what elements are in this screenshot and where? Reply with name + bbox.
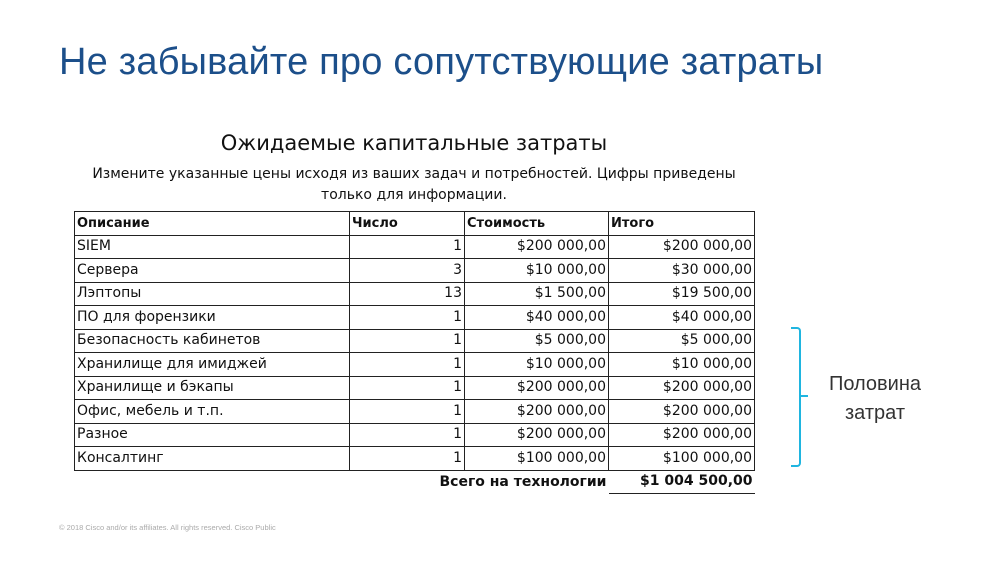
cell-cost: $200 000,00	[465, 235, 609, 259]
cell-quantity: 1	[350, 306, 465, 330]
table-row	[75, 400, 755, 424]
cell-description: Сервера	[75, 259, 350, 283]
cell-quantity: 1	[350, 353, 465, 377]
cell-total: $19 500,00	[609, 282, 755, 306]
header-quantity: Число	[350, 212, 465, 236]
cell-total: $100 000,00	[609, 447, 755, 471]
cell-description: Разное	[75, 423, 350, 447]
cell-cost: $5 000,00	[465, 329, 609, 353]
cell-quantity: 3	[350, 259, 465, 283]
cell-description: Консалтинг	[75, 447, 350, 471]
cell-quantity: 13	[350, 282, 465, 306]
table-row	[75, 423, 755, 447]
cell-cost: $200 000,00	[465, 400, 609, 424]
table-subtitle-line-1: Измените указанные цены исходя из ваших задач и потребностей. Цифры приведены	[92, 166, 736, 182]
table-subtitle	[74, 164, 754, 206]
table-row	[75, 447, 755, 471]
half-costs-annotation	[810, 370, 940, 428]
table-header-row	[75, 212, 755, 236]
header-total: Итого	[609, 212, 755, 236]
total-spacer	[75, 470, 350, 494]
cell-description: ПО для форензики	[75, 306, 350, 330]
table-row	[75, 353, 755, 377]
cell-quantity: 1	[350, 329, 465, 353]
header-description: Описание	[75, 212, 350, 236]
cell-total: $200 000,00	[609, 376, 755, 400]
total-label: Всего на технологии	[439, 473, 607, 490]
table-title: Ожидаемые капитальные затраты	[220, 131, 608, 155]
cell-quantity: 1	[350, 423, 465, 447]
cell-quantity: 1	[350, 400, 465, 424]
cell-description: Безопасность кабинетов	[75, 329, 350, 353]
cell-total: $5 000,00	[609, 329, 755, 353]
cell-description: Хранилище для имиджей	[75, 353, 350, 377]
total-value: $1 004 500,00	[609, 470, 755, 494]
table-row	[75, 259, 755, 283]
table-row	[75, 376, 755, 400]
table-row	[75, 235, 755, 259]
table-total-row	[75, 470, 755, 494]
cell-description: Хранилище и бэкапы	[75, 376, 350, 400]
cell-cost: $10 000,00	[465, 353, 609, 377]
half-costs-bracket	[791, 327, 801, 467]
cell-quantity: 1	[350, 447, 465, 471]
table-row	[75, 329, 755, 353]
table-row	[75, 282, 755, 306]
cell-cost: $10 000,00	[465, 259, 609, 283]
cell-description: Лэптопы	[75, 282, 350, 306]
slide-title: Не забывайте про сопутствующие затраты	[59, 41, 824, 83]
annotation-line-1: Половина	[828, 373, 922, 395]
table-body	[75, 235, 755, 470]
header-cost: Стоимость	[465, 212, 609, 236]
half-costs-bracket-tick	[800, 395, 808, 397]
cell-cost: $40 000,00	[465, 306, 609, 330]
cell-cost: $200 000,00	[465, 423, 609, 447]
cell-description: SIEM	[75, 235, 350, 259]
cell-cost: $200 000,00	[465, 376, 609, 400]
cell-description: Офис, мебель и т.п.	[75, 400, 350, 424]
table-row	[75, 306, 755, 330]
cell-total: $200 000,00	[609, 400, 755, 424]
cell-total: $30 000,00	[609, 259, 755, 283]
copyright-footer: © 2018 Cisco and/or its affiliates. All rights reserved. Cisco Public	[59, 523, 276, 532]
annotation-line-2: затрат	[845, 402, 905, 424]
cell-quantity: 1	[350, 376, 465, 400]
cell-cost: $1 500,00	[465, 282, 609, 306]
cost-table	[74, 211, 755, 494]
cell-total: $10 000,00	[609, 353, 755, 377]
table-subtitle-line-2: только для информации.	[321, 187, 507, 203]
cell-quantity: 1	[350, 235, 465, 259]
cell-total: $200 000,00	[609, 235, 755, 259]
cell-cost: $100 000,00	[465, 447, 609, 471]
cell-total: $40 000,00	[609, 306, 755, 330]
cell-total: $200 000,00	[609, 423, 755, 447]
